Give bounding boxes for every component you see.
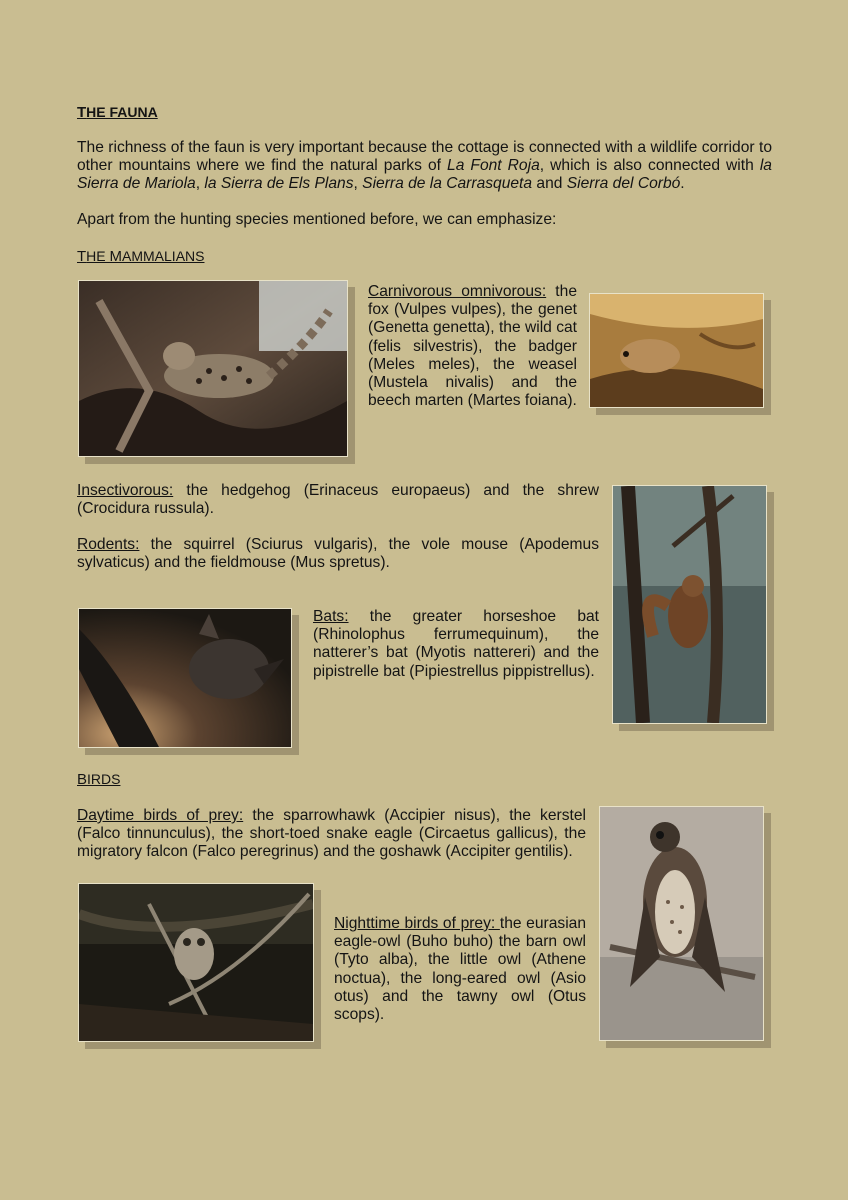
daytime-paragraph: Daytime birds of prey: the sparrowhawk (Accipier nisus), the kerstel (Falco tinnunculus), the short-toed snake eagle (Circaetus gallicus), the migratory falcon (Falco peregrinus) and the goshawk (Accipiter gentilis).	[77, 807, 586, 861]
daytime-label: Daytime birds of prey:	[77, 807, 244, 824]
rodents-label: Rodents:	[77, 536, 140, 553]
nighttime-label: Nighttime birds of prey:	[334, 915, 500, 932]
bats-paragraph: Bats: the greater horseshoe bat (Rhinolophus ferrumequinum), the natterer’s bat (Myotis nattereri) and the pipistrelle bat (Pipiestrellus pippistrellus).	[313, 608, 599, 680]
intro-emphasize: Apart from the hunting species mentioned before, we can emphasize:	[77, 211, 557, 228]
intro-paragraph: The richness of the faun is very important because the cottage is connected with a wildlife corridor to other mountains where we find the natural parks of La Font Roja, which is also connected with la Sierra de Mariola, la Sierra de Els Plans, Sierra de la Carrasqueta and Sierra del Corbó.	[77, 139, 772, 193]
mouse-photo	[589, 293, 764, 408]
insectivorous-paragraph: Insectivorous: the hedgehog (Erinaceus europaeus) and the shrew (Crocidura russula).	[77, 482, 599, 518]
bats-label: Bats:	[313, 608, 349, 625]
genet-photo	[78, 280, 348, 457]
mammals-heading: THE MAMMALIANS	[77, 248, 205, 265]
falcon-photo	[599, 806, 764, 1041]
owl-photo	[78, 883, 314, 1042]
carnivorous-paragraph: Carnivorous omnivorous: the fox (Vulpes vulpes), the genet (Genetta genetta), the wild cat (felis silvestris), the badger (Meles meles), the weasel (Mustela nivalis) and the beech marten (Martes foiana).	[368, 283, 577, 410]
page-title: THE FAUNA	[77, 104, 158, 121]
nighttime-paragraph: Nighttime birds of prey: the eurasian eagle-owl (Buho buho) the barn owl (Tyto alba), the little owl (Athene noctua), the long-eared owl (Asio otus) and the tawny owl (Otus scops).	[334, 915, 587, 1024]
insectivorous-label: Insectivorous:	[77, 482, 174, 499]
squirrel-photo	[612, 485, 767, 724]
rodents-paragraph: Rodents: the squirrel (Sciurus vulgaris), the vole mouse (Apodemus sylvaticus) and the fieldmouse (Mus spretus).	[77, 536, 599, 572]
birds-heading: BIRDS	[77, 771, 121, 788]
bat-photo	[78, 608, 292, 748]
carnivorous-label: Carnivorous omnivorous:	[368, 283, 547, 300]
